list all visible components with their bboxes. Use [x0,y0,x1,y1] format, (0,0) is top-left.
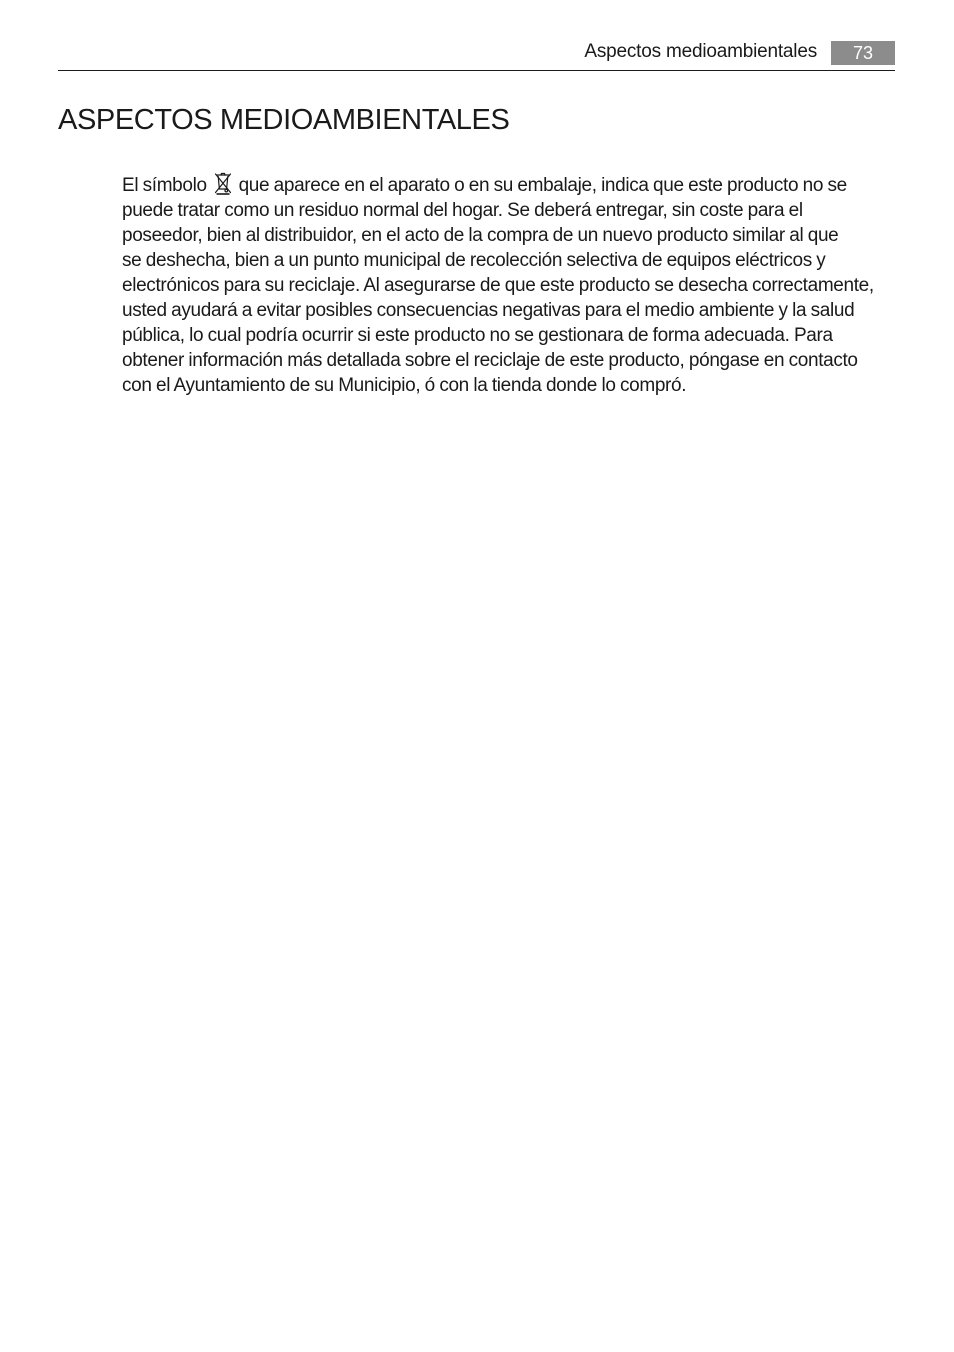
running-header-title: Aspectos medioambientales [584,41,817,62]
paragraph-line: usted ayudará a evitar posibles consecuencias negativas para el medio ambiente y la salud [122,300,855,321]
section-title: ASPECTOS MEDIOAMBIENTALES [58,104,510,136]
paragraph-line: con el Ayuntamiento de su Municipio, ó con la tienda donde lo compró. [122,375,687,396]
body-paragraph [122,171,896,398]
paragraph-line: electrónicos para su reciclaje. Al asegurarse de que este producto se desecha correctamente, [122,275,874,296]
paragraph-text-before-icon: El símbolo [122,175,207,196]
paragraph-line: poseedor, bien al distribuidor, en el acto de la compra de un nuevo producto similar al que [122,225,839,246]
paragraph-line: obtener información más detallada sobre el reciclaje de este producto, póngase en contacto [122,350,858,371]
header-divider [58,70,895,71]
paragraph-text-after-icon: que aparece en el aparato o en su embalaje, indica que este producto no se [238,175,847,196]
paragraph-line: puede tratar como un residuo normal del hogar. Se deberá entregar, sin coste para el [122,200,803,221]
paragraph-line: pública, lo cual podría ocurrir si este producto no se gestionara de forma adecuada. Para [122,325,833,346]
page-number-badge: 73 [831,41,895,65]
paragraph-line [122,171,896,198]
page-header [58,38,895,71]
paragraph-line: se deshecha, bien a un punto municipal de recolección selectiva de equipos eléctricos y [122,250,826,271]
crossed-out-wheelie-bin-icon [213,171,233,195]
